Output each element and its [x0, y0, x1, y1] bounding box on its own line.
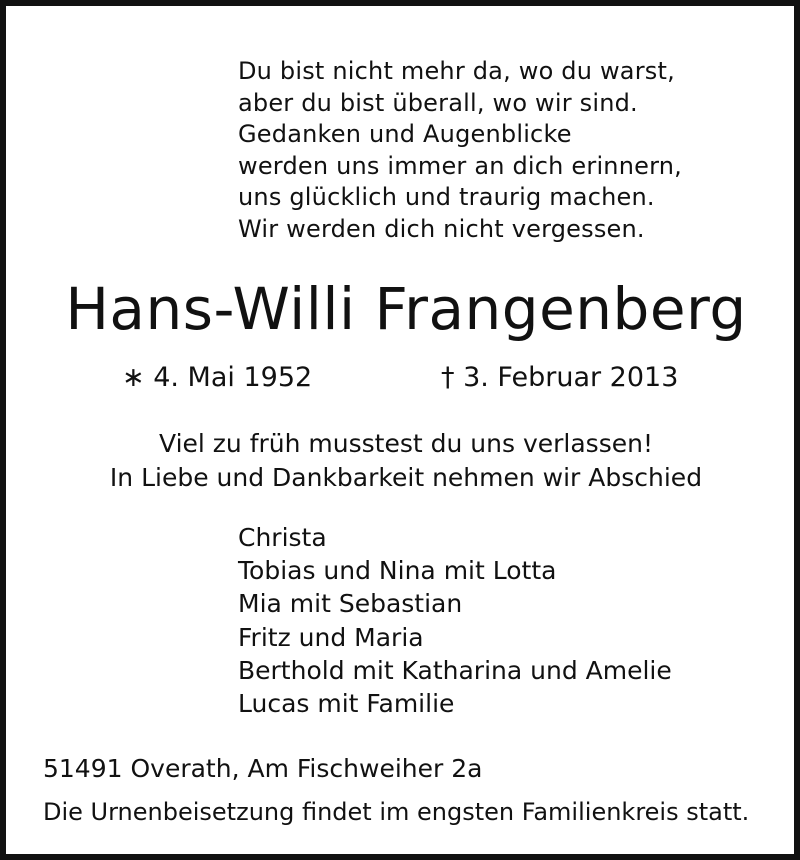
poem-line: aber du bist überall, wo wir sind.	[238, 88, 638, 117]
mourners-list	[238, 521, 672, 720]
family-address: 51491 Overath, Am Fischweiher 2a	[43, 754, 483, 783]
mourner-entry: Tobias und Nina mit Lotta	[238, 556, 557, 586]
mourner-entry: Berthold mit Katharina und Amelie	[238, 655, 672, 685]
poem-line: werden uns immer an dich erinnern,	[238, 151, 682, 180]
poem-line: uns glücklich und traurig machen.	[238, 183, 655, 212]
deceased-name: Hans-Willi Frangenberg	[65, 275, 747, 343]
mourner-entry: Lucas mit Familie	[238, 689, 455, 719]
birth-date: ∗ 4. Mai 1952	[122, 362, 313, 393]
mourner-entry: Mia mit Sebastian	[238, 589, 463, 619]
poem-line: Du bist nicht mehr da, wo du warst,	[238, 57, 675, 85]
message-line: Viel zu früh musstest du uns verlassen!	[159, 429, 653, 458]
mourner-entry: Christa	[238, 523, 327, 552]
death-date: † 3. Februar 2013	[441, 362, 679, 393]
message-line: In Liebe und Dankbarkeit nehmen wir Abschied	[109, 463, 703, 492]
memorial-poem	[238, 56, 682, 246]
poem-line: Gedanken und Augenblicke	[238, 120, 572, 149]
mourner-entry: Fritz und Maria	[238, 622, 424, 652]
farewell-message	[6, 427, 800, 495]
poem-line: Wir werden dich nicht vergessen.	[238, 214, 645, 243]
burial-note: Die Urnenbeisetzung findet im engsten Familienkreis statt.	[43, 798, 750, 826]
